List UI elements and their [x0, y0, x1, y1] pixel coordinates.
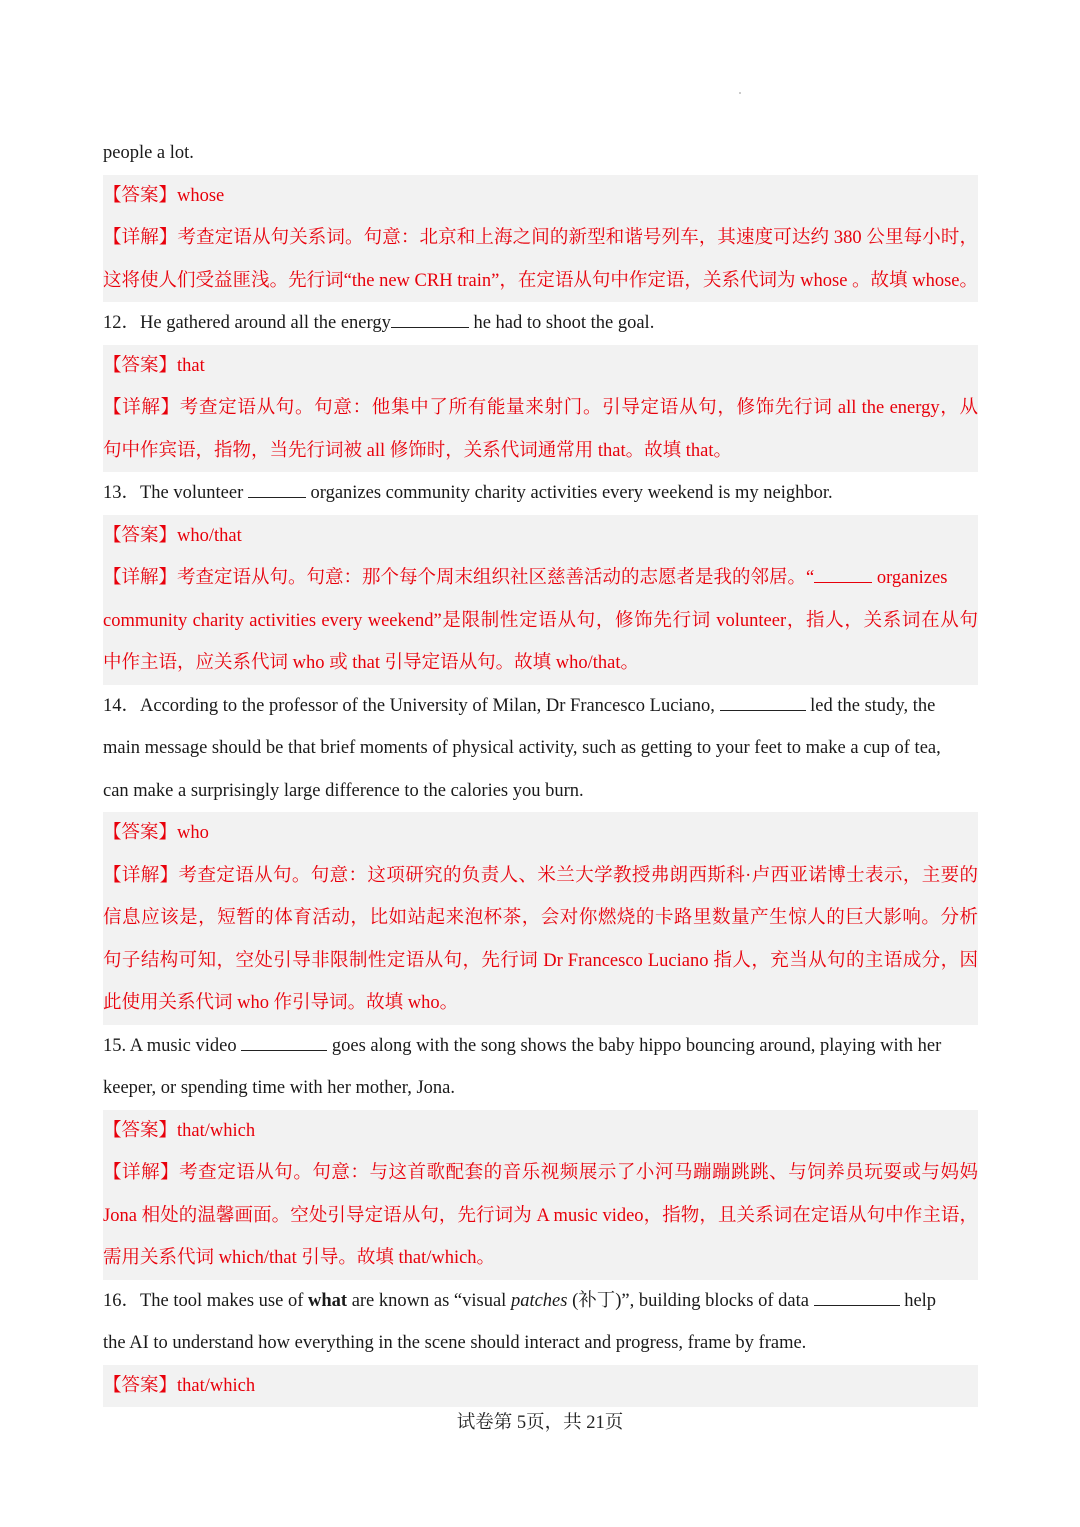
question-12	[103, 302, 978, 345]
detail-13-line-1	[103, 557, 978, 600]
question-10-tail: people a lot.	[103, 143, 194, 163]
answer-block-12	[103, 345, 978, 473]
detail-14-line-2: 信息应该是，短暂的体育活动，比如站起来泡杯茶，会对你燃烧的卡路里数量产生惊人的巨大影响。分析	[103, 908, 978, 928]
question-15-text-a: 15. A music video	[103, 1035, 242, 1056]
question-16-italic: patches	[510, 1290, 568, 1311]
detail-11-line-2: 这将使人们受益匪浅。先行词“the new CRH train”，在定语从句中作定语，关系代词为 whose 。故填 whose。	[103, 270, 978, 291]
question-16-bold: what	[308, 1290, 348, 1311]
question-16-text-a: 16．The tool makes use of	[103, 1290, 308, 1311]
question-15-text-b: goes along with the song shows the baby hippo bouncing around, playing with her	[327, 1035, 942, 1056]
answer-block-14	[103, 812, 978, 1025]
question-16-text-d: (补丁)”, building blocks of data	[567, 1290, 814, 1311]
answer-blank	[814, 564, 872, 583]
answer-12: 【答案】that	[103, 355, 205, 376]
page-content	[103, 132, 978, 1407]
question-16-text-e: help	[899, 1290, 937, 1311]
answer-blank	[814, 1287, 900, 1306]
question-13-text-a: 13．The volunteer	[103, 483, 248, 503]
question-12-text-a: 12．He gathered around all the energy	[103, 313, 391, 333]
answer-block-15	[103, 1110, 978, 1280]
question-15-line-2: keeper, or spending time with her mother, Jona.	[103, 1078, 455, 1098]
answer-blank	[391, 309, 469, 328]
question-14-text-a: 14．According to the professor of the University of Milan, Dr Francesco Luciano,	[103, 695, 720, 716]
detail-15-line-1: 【详解】考查定语从句。句意：与这首歌配套的音乐视频展示了小河马蹦蹦跳跳、与饲养员玩耍或与妈妈	[103, 1163, 978, 1183]
scan-dot	[739, 92, 741, 94]
question-14-line-3: can make a surprisingly large difference to the calories you burn.	[103, 780, 584, 801]
answer-block-11	[103, 175, 978, 303]
page-footer: 试卷第 5页，共 21页	[456, 1413, 624, 1433]
answer-13: 【答案】who/that	[103, 525, 242, 546]
detail-13-line-3: 中作主语，应关系代词 who 或 that 引导定语从句。故填 who/that。	[103, 653, 639, 673]
detail-15-line-2: Jona 相处的温馨画面。空处引导定语从句，先行词为 A music video，指物，且关系词在定语从句中作主语，	[103, 1205, 978, 1226]
question-16-line-1	[103, 1280, 978, 1323]
detail-13-text-a: 【详解】考查定语从句。句意：那个每个周末组织社区慈善活动的志愿者是我的邻居。“	[103, 568, 815, 588]
question-12-text-b: he had to shoot the goal.	[468, 313, 655, 333]
detail-14-line-3: 句子结构可知，空处引导非限制性定语从句，先行词 Dr Francesco Luciano 指人，充当从句的主语成分，因	[103, 950, 978, 971]
detail-11-line-1: 【详解】考查定语从句关系词。句意：北京和上海之间的新型和谐号列车，其速度可达约 380 公里每小时，	[103, 228, 978, 248]
answer-block-16	[103, 1365, 978, 1408]
detail-14-line-1: 【详解】考查定语从句。句意：这项研究的负责人、米兰大学教授弗朗西斯科·卢西亚诺博士表示，主要的	[103, 865, 978, 886]
question-14-text-b: led the study, the	[805, 695, 936, 716]
question-13-text-b: organizes community charity activities every weekend is my neighbor.	[305, 483, 833, 503]
answer-16: 【答案】that/which	[103, 1375, 256, 1396]
detail-12-line-2: 句中作宾语，指物，当先行词被 all 修饰时，关系代词通常用 that。故填 that。	[103, 440, 732, 461]
question-14-line-2: main message should be that brief moments of physical activity, such as getting to your feet to make a cup of tea,	[103, 738, 941, 758]
answer-11: 【答案】whose	[103, 185, 225, 206]
question-16-line-2: the AI to understand how everything in the scene should interact and progress, frame by frame.	[103, 1333, 807, 1353]
detail-14-line-4: 此使用关系代词 who 作引导词。故填 who。	[103, 993, 459, 1013]
answer-blank	[248, 479, 306, 498]
answer-block-13	[103, 515, 978, 685]
detail-13-text-b: organizes	[872, 568, 948, 588]
answer-blank	[241, 1032, 327, 1051]
question-13	[103, 472, 978, 515]
detail-15-line-3: 需用关系代词 which/that 引导。故填 that/which。	[103, 1248, 496, 1268]
question-16-text-c: are known as “visual	[347, 1290, 511, 1311]
question-14-line-1	[103, 685, 978, 728]
answer-14: 【答案】who	[103, 823, 209, 843]
answer-blank	[720, 692, 806, 711]
answer-15: 【答案】that/which	[103, 1120, 256, 1141]
detail-13-line-2: community charity activities every weekend”是限制性定语从句，修饰先行词 volunteer，指人，关系词在从句	[103, 610, 978, 631]
question-15-line-1	[103, 1025, 978, 1068]
detail-12-line-1: 【详解】考查定语从句。句意：他集中了所有能量来射门。引导定语从句，修饰先行词 all the energy，从	[103, 398, 978, 418]
